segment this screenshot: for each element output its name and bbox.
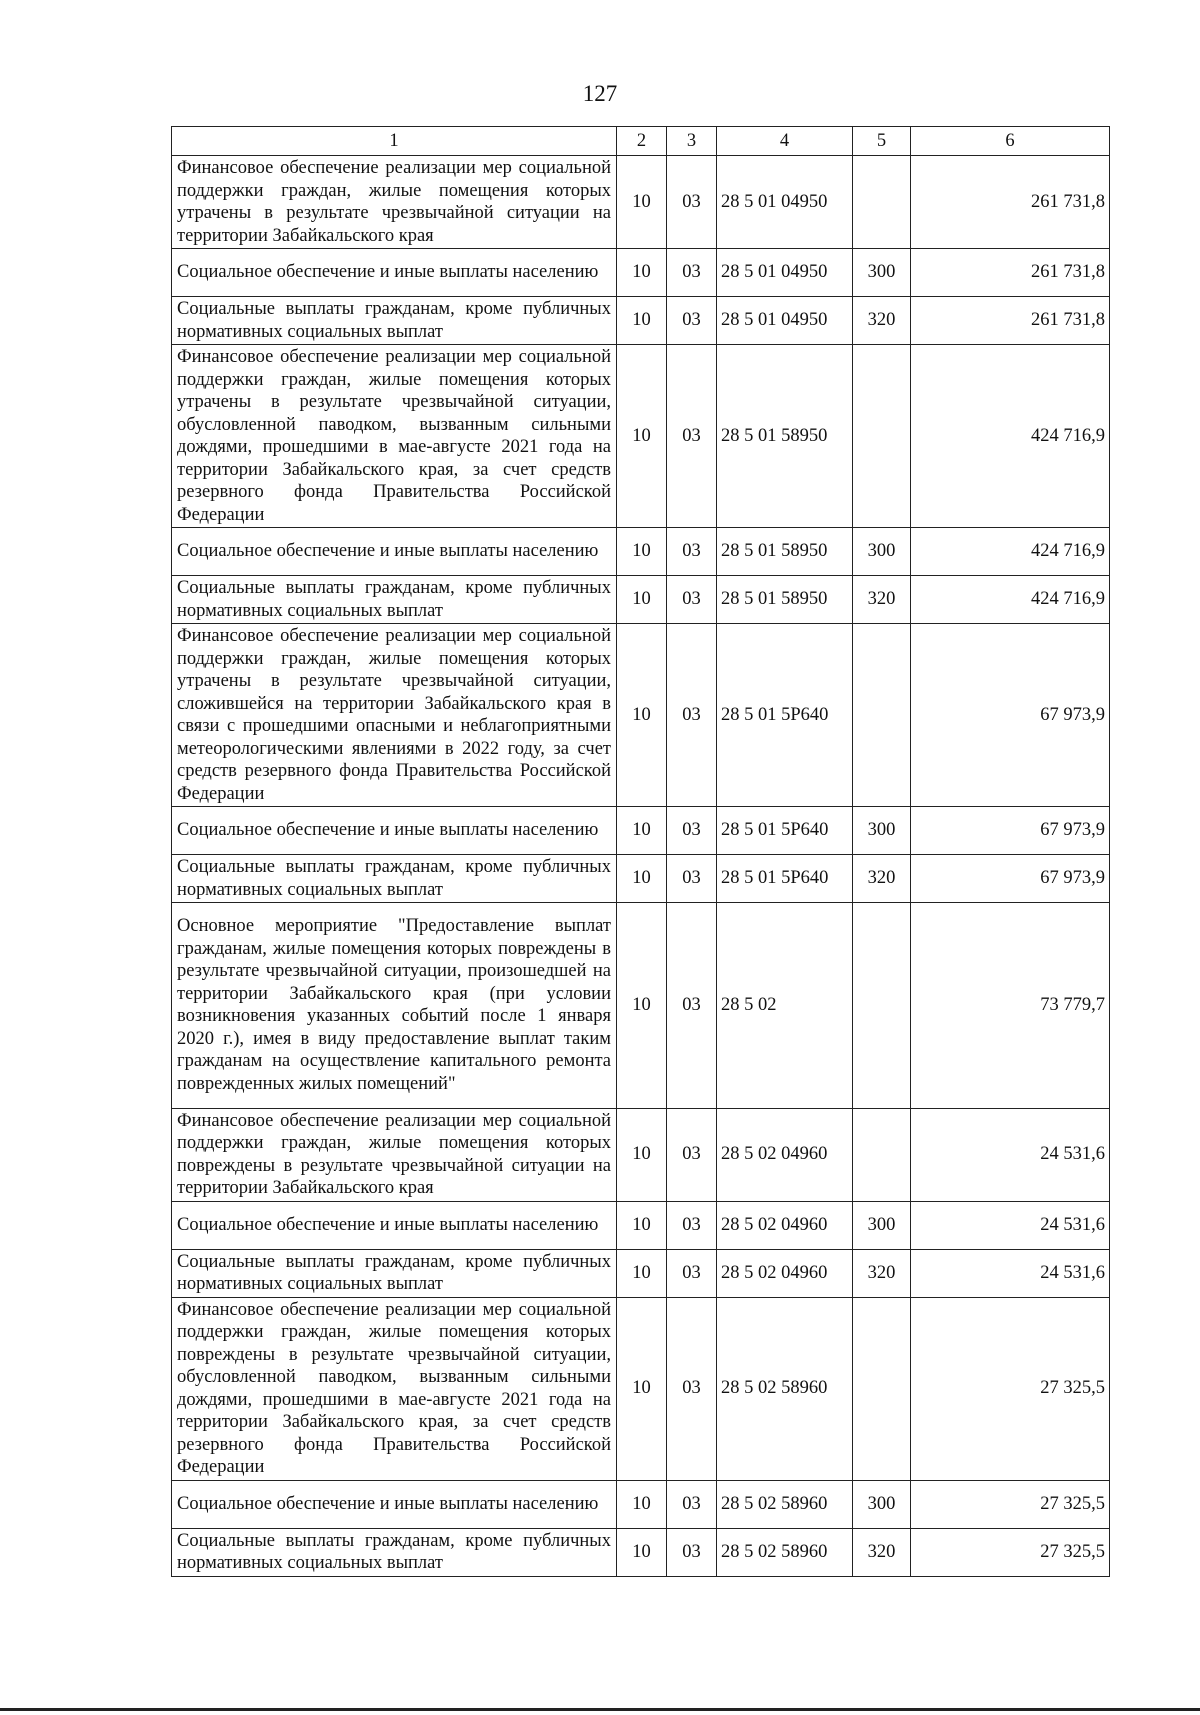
amount: 424 716,9 (911, 345, 1110, 528)
amount: 424 716,9 (911, 576, 1110, 624)
expense-type-code (853, 1297, 911, 1480)
target-article-code: 28 5 01 58950 (717, 345, 853, 528)
section-code: 10 (617, 1480, 667, 1528)
column-header-1: 1 (172, 127, 617, 156)
section-code: 10 (617, 624, 667, 807)
amount: 424 716,9 (911, 528, 1110, 576)
table-row (172, 345, 1110, 528)
table-row (172, 624, 1110, 807)
column-header-6: 6 (911, 127, 1110, 156)
target-article-code: 28 5 01 04950 (717, 249, 853, 297)
table-row (172, 249, 1110, 297)
amount: 67 973,9 (911, 807, 1110, 855)
expense-type-code: 320 (853, 855, 911, 903)
amount: 261 731,8 (911, 297, 1110, 345)
subsection-code: 03 (667, 1528, 717, 1576)
amount: 261 731,8 (911, 156, 1110, 249)
target-article-code: 28 5 01 04950 (717, 156, 853, 249)
subsection-code: 03 (667, 807, 717, 855)
section-code: 10 (617, 297, 667, 345)
column-header-2: 2 (617, 127, 667, 156)
row-description: Социальное обеспечение и иные выплаты населению (172, 249, 617, 297)
table-body (172, 156, 1110, 1577)
section-code: 10 (617, 345, 667, 528)
row-description: Социальные выплаты гражданам, кроме публичных нормативных социальных выплат (172, 855, 617, 903)
subsection-code: 03 (667, 156, 717, 249)
target-article-code: 28 5 01 5Р640 (717, 855, 853, 903)
section-code: 10 (617, 807, 667, 855)
table-row (172, 807, 1110, 855)
section-code: 10 (617, 1297, 667, 1480)
table-row (172, 1480, 1110, 1528)
target-article-code: 28 5 01 5Р640 (717, 807, 853, 855)
table-row (172, 1249, 1110, 1297)
amount: 24 531,6 (911, 1249, 1110, 1297)
amount: 24 531,6 (911, 1201, 1110, 1249)
table-row (172, 528, 1110, 576)
subsection-code: 03 (667, 345, 717, 528)
row-description: Социальное обеспечение и иные выплаты населению (172, 1480, 617, 1528)
subsection-code: 03 (667, 1480, 717, 1528)
page-number: 127 (582, 81, 618, 106)
table-row (172, 855, 1110, 903)
expense-type-code (853, 156, 911, 249)
column-header-5: 5 (853, 127, 911, 156)
row-description: Основное мероприятие "Предоставление выплат гражданам, жилые помещения которых повреждены в результате чрезвычайной ситуации, произошедшей на территории Забайкальского края (при условии возникновения указанных событий после 1 января 2020 г.), имея в виду предоставление выплат таким гражданам на осуществление капитального ремонта поврежденных жилых помещений" (172, 903, 617, 1109)
page-bottom-edge (0, 1708, 1200, 1711)
row-description: Социальное обеспечение и иные выплаты населению (172, 807, 617, 855)
expense-type-code (853, 903, 911, 1109)
target-article-code: 28 5 02 04960 (717, 1108, 853, 1201)
header-row (172, 127, 1110, 156)
expense-type-code (853, 624, 911, 807)
subsection-code: 03 (667, 855, 717, 903)
row-description: Социальное обеспечение и иные выплаты населению (172, 528, 617, 576)
target-article-code: 28 5 02 04960 (717, 1249, 853, 1297)
expense-type-code: 300 (853, 528, 911, 576)
section-code: 10 (617, 903, 667, 1109)
table-row (172, 156, 1110, 249)
amount: 67 973,9 (911, 855, 1110, 903)
row-description: Социальные выплаты гражданам, кроме публичных нормативных социальных выплат (172, 1528, 617, 1576)
subsection-code: 03 (667, 624, 717, 807)
expense-type-code (853, 345, 911, 528)
section-code: 10 (617, 156, 667, 249)
row-description: Финансовое обеспечение реализации мер социальной поддержки граждан, жилые помещения которых утрачены в результате чрезвычайной ситуации, сложившейся на территории Забайкальского края в связи с прошедшими опасными и неблагоприятными метеорологическими явлениями в 2022 году, за счет средств резервного фонда Правительства Российской Федерации (172, 624, 617, 807)
expense-type-code: 320 (853, 297, 911, 345)
subsection-code: 03 (667, 1108, 717, 1201)
section-code: 10 (617, 1108, 667, 1201)
table-row (172, 1108, 1110, 1201)
section-code: 10 (617, 576, 667, 624)
column-header-3: 3 (667, 127, 717, 156)
subsection-code: 03 (667, 1201, 717, 1249)
subsection-code: 03 (667, 1297, 717, 1480)
row-description: Финансовое обеспечение реализации мер социальной поддержки граждан, жилые помещения которых утрачены в результате чрезвычайной ситуации, обусловленной паводком, вызванным сильными дождями, прошедшими в мае-августе 2021 года на территории Забайкальского края, за счет средств резервного фонда Правительства Российской Федерации (172, 345, 617, 528)
section-code: 10 (617, 249, 667, 297)
subsection-code: 03 (667, 576, 717, 624)
subsection-code: 03 (667, 297, 717, 345)
section-code: 10 (617, 1249, 667, 1297)
row-description: Социальные выплаты гражданам, кроме публичных нормативных социальных выплат (172, 297, 617, 345)
section-code: 10 (617, 1528, 667, 1576)
amount: 27 325,5 (911, 1528, 1110, 1576)
target-article-code: 28 5 01 5Р640 (717, 624, 853, 807)
subsection-code: 03 (667, 903, 717, 1109)
expense-type-code: 300 (853, 1480, 911, 1528)
amount: 261 731,8 (911, 249, 1110, 297)
table-row (172, 576, 1110, 624)
table-row (172, 1297, 1110, 1480)
subsection-code: 03 (667, 249, 717, 297)
table-row (172, 297, 1110, 345)
row-description: Социальные выплаты гражданам, кроме публичных нормативных социальных выплат (172, 1249, 617, 1297)
section-code: 10 (617, 1201, 667, 1249)
budget-table (171, 126, 1110, 1577)
expense-type-code: 320 (853, 576, 911, 624)
amount: 27 325,5 (911, 1297, 1110, 1480)
expense-type-code (853, 1108, 911, 1201)
subsection-code: 03 (667, 1249, 717, 1297)
target-article-code: 28 5 02 58960 (717, 1480, 853, 1528)
row-description: Финансовое обеспечение реализации мер социальной поддержки граждан, жилые помещения которых утрачены в результате чрезвычайной ситуации на территории Забайкальского края (172, 156, 617, 249)
expense-type-code: 300 (853, 249, 911, 297)
table-row (172, 1528, 1110, 1576)
table-row (172, 1201, 1110, 1249)
amount: 24 531,6 (911, 1108, 1110, 1201)
expense-type-code: 300 (853, 807, 911, 855)
target-article-code: 28 5 02 58960 (717, 1528, 853, 1576)
row-description: Финансовое обеспечение реализации мер социальной поддержки граждан, жилые помещения которых повреждены в результате чрезвычайной ситуации на территории Забайкальского края (172, 1108, 617, 1201)
section-code: 10 (617, 528, 667, 576)
target-article-code: 28 5 01 58950 (717, 576, 853, 624)
expense-type-code: 300 (853, 1201, 911, 1249)
column-header-4: 4 (717, 127, 853, 156)
target-article-code: 28 5 02 04960 (717, 1201, 853, 1249)
amount: 67 973,9 (911, 624, 1110, 807)
subsection-code: 03 (667, 528, 717, 576)
row-description: Социальное обеспечение и иные выплаты населению (172, 1201, 617, 1249)
target-article-code: 28 5 01 58950 (717, 528, 853, 576)
row-description: Финансовое обеспечение реализации мер социальной поддержки граждан, жилые помещения которых повреждены в результате чрезвычайной ситуации, обусловленной паводком, вызванным сильными дождями, прошедшими в мае-августе 2021 года на территории Забайкальского края, за счет средств резервного фонда Правительства Российской Федерации (172, 1297, 617, 1480)
expense-type-code: 320 (853, 1528, 911, 1576)
target-article-code: 28 5 02 58960 (717, 1297, 853, 1480)
amount: 27 325,5 (911, 1480, 1110, 1528)
table-row (172, 903, 1110, 1109)
target-article-code: 28 5 01 04950 (717, 297, 853, 345)
amount: 73 779,7 (911, 903, 1110, 1109)
row-description: Социальные выплаты гражданам, кроме публичных нормативных социальных выплат (172, 576, 617, 624)
expense-type-code: 320 (853, 1249, 911, 1297)
target-article-code: 28 5 02 (717, 903, 853, 1109)
section-code: 10 (617, 855, 667, 903)
